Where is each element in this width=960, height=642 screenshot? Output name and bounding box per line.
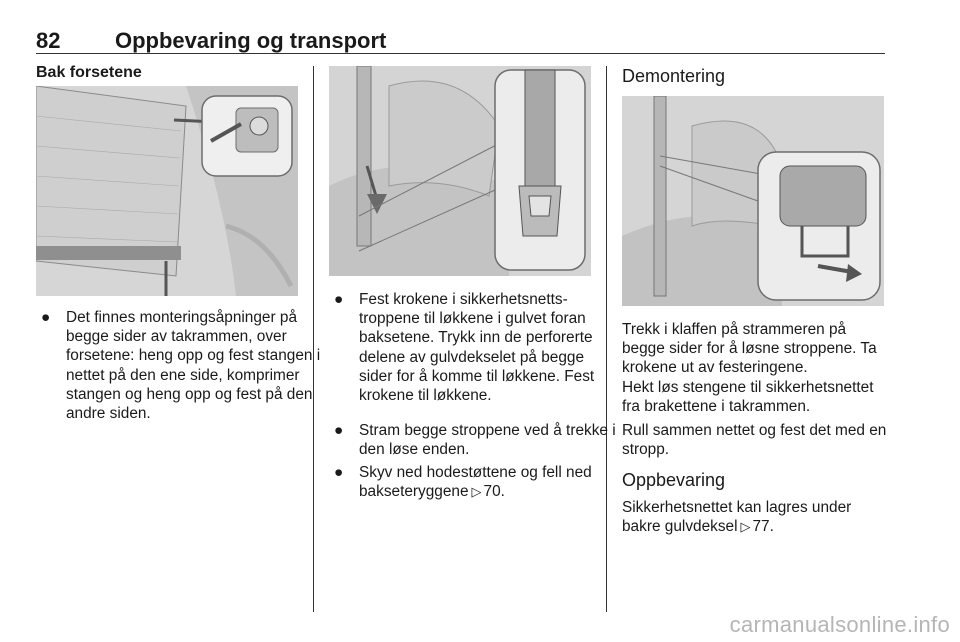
right-section-title: Demontering [622, 66, 726, 86]
watermark: carmanualsonline.info [729, 612, 950, 637]
figure-floor-lugs [329, 66, 591, 276]
storage-text: Sikkerhetsnettet kan lagres under bakre gulvdeksel [622, 499, 852, 536]
bullet-text: Fest krokene i sikkerhetsnettstroppene til løkkene i gulvet foran baksetene. Trykk inn de perforerte delene av gulvdekselet på begge sider for å komme til løkkene. Fest krokene til løkkene. [359, 291, 595, 405]
page-reference-triangle-icon: ▷ [740, 519, 751, 535]
figure-rear-of-front-seats [36, 86, 298, 296]
bullet-item [329, 290, 621, 405]
left-section-title: Bak forsetene [36, 64, 142, 81]
page-title: Oppbevaring og transport [115, 28, 387, 53]
bullet-dot: ● [334, 422, 344, 439]
bullet-dot: ● [334, 291, 344, 308]
bullet-text: Skyv ned hodestøttene og fell ned bakseteryggene [359, 464, 592, 501]
bullet-text: Det finnes monteringsåpninger på begge sider av takrammen, over forsetene: heng opp og fest stangen i nettet på den ene side, komprimer stangen og heng opp og fest på den andre siden. [66, 309, 321, 423]
bullet-dot: ● [41, 309, 51, 326]
page-reference: 77. [752, 518, 774, 536]
paragraph: Trekk i klaffen på strammeren på begge sider for å løsne stroppene. Ta krokene ut av festeringene. [622, 321, 877, 377]
bullet-item [329, 463, 621, 501]
bullet-item [36, 308, 331, 423]
page-number: 82 [36, 28, 61, 53]
subheading-storage: Oppbevaring [622, 470, 726, 490]
bullet-text: Stram begge stroppene ved å trekke i den løse enden. [359, 422, 616, 459]
figure-tensioner-strap [622, 96, 884, 306]
bullet-dot: ● [334, 464, 344, 481]
page-reference: 70. [483, 483, 505, 501]
paragraph: Hekt løs stengene til sikkerhetsnettet fra brakettene i takrammen. [622, 379, 874, 416]
header-rule [36, 53, 885, 54]
bullet-item [329, 421, 621, 459]
page-reference-triangle-icon: ▷ [471, 484, 482, 500]
storage-paragraph [622, 498, 887, 536]
paragraph: Rull sammen nettet og fest det med en stropp. [622, 422, 887, 459]
